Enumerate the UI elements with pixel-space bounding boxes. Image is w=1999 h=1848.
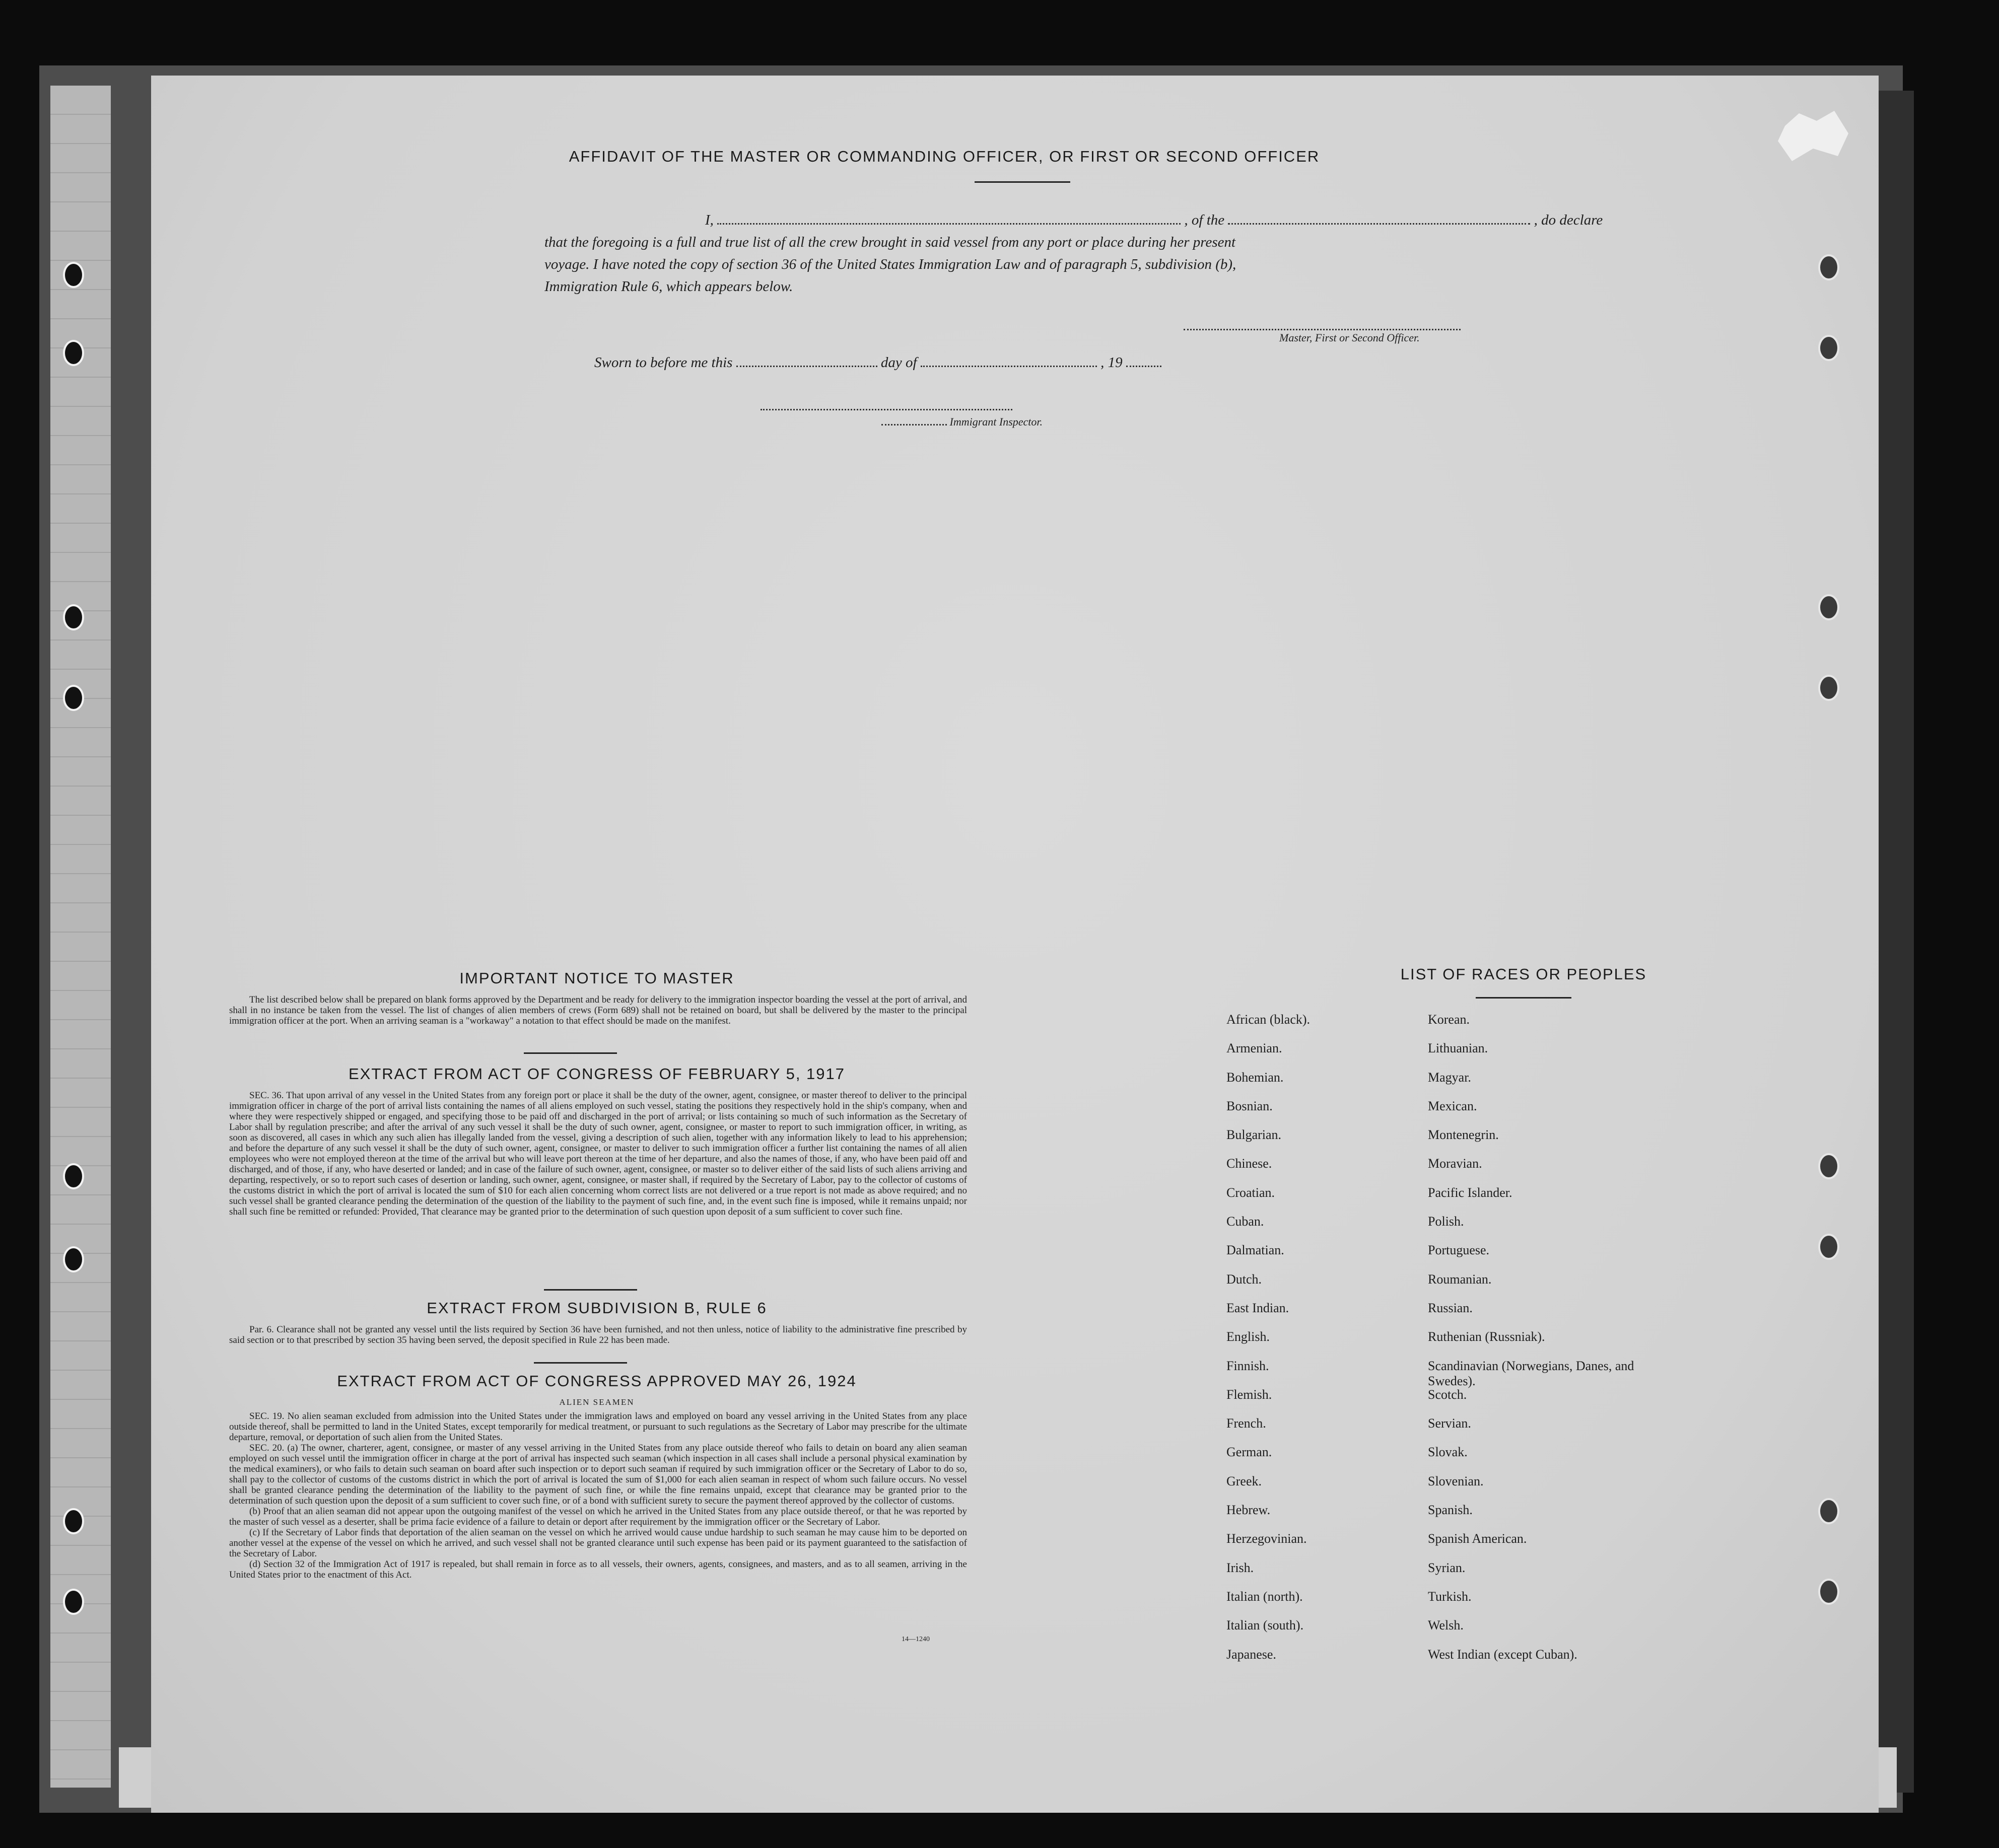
sec-20c-paragraph: (c) If the Secretary of Labor finds that deportation of the alien seaman on the vessel on which he arrived would cause undue hardship to such seaman he may cause him to be deported on another vessel at the expense of the vessel on which he arrived, and such vessel shall not be granted clearance until such expense has been paid or its payment guaranteed to the satisfaction of the Secretary of Labor. xyxy=(229,1527,967,1559)
extract-1924-text xyxy=(229,1411,967,1580)
race-item: Ruthenian (Russniak). xyxy=(1428,1329,1545,1344)
race-item: East Indian. xyxy=(1226,1300,1289,1315)
extract-rule6-heading: EXTRACT FROM SUBDIVISION B, RULE 6 xyxy=(427,1299,767,1317)
race-item: Magyar. xyxy=(1428,1070,1471,1085)
sworn-label: Sworn to before me this xyxy=(594,354,733,371)
inspector-blank xyxy=(881,421,947,425)
race-item: Bulgarian. xyxy=(1226,1127,1282,1143)
binder-hole xyxy=(1818,335,1839,361)
race-item: Croatian. xyxy=(1226,1185,1275,1200)
race-item: Japanese. xyxy=(1226,1647,1276,1662)
race-item: Lithuanian. xyxy=(1428,1041,1488,1056)
race-item: Greek. xyxy=(1226,1473,1262,1488)
binder-hole xyxy=(1818,594,1839,620)
form-number: 14—1240 xyxy=(902,1636,930,1643)
vessel-blank xyxy=(1228,218,1530,225)
binder-hole xyxy=(63,604,84,630)
race-item: Servian. xyxy=(1428,1416,1471,1431)
races-column-2 xyxy=(1428,1012,1639,1676)
binder-hole xyxy=(1818,254,1839,280)
form-page xyxy=(151,76,1879,1813)
race-item: African (black). xyxy=(1226,1012,1311,1027)
binder-hole xyxy=(1818,1153,1839,1179)
affidavit-body-line: voyage. I have noted the copy of section 36 of the United States Immigration Law and of paragraph 5, subdivision (b), xyxy=(544,256,1236,272)
affidavit-body xyxy=(544,231,1703,298)
race-item: Polish. xyxy=(1428,1214,1464,1229)
extract-1917-heading: EXTRACT FROM ACT OF CONGRESS OF FEBRUARY 5, 1917 xyxy=(348,1065,846,1083)
notice-text xyxy=(229,994,967,1026)
race-item: French. xyxy=(1226,1416,1266,1431)
race-item: Mexican. xyxy=(1428,1098,1477,1113)
binder-hole xyxy=(1818,1498,1839,1524)
race-item: Russian. xyxy=(1428,1300,1473,1315)
sworn-day-label: day of xyxy=(880,354,917,371)
binder-hole xyxy=(63,1246,84,1272)
race-item: Turkish. xyxy=(1428,1589,1472,1604)
race-item: Finnish. xyxy=(1226,1358,1269,1373)
race-item: Syrian. xyxy=(1428,1560,1466,1575)
race-item: Italian (north). xyxy=(1226,1589,1303,1604)
race-item: Portuguese. xyxy=(1428,1243,1490,1258)
affidavit-body-line: Immigration Rule 6, which appears below. xyxy=(544,278,793,295)
race-item: Moravian. xyxy=(1428,1156,1482,1171)
race-item: Irish. xyxy=(1226,1560,1254,1575)
race-item: Scotch. xyxy=(1428,1387,1467,1402)
affidavit-declaration-line xyxy=(554,209,1662,231)
of-the-label: , of the xyxy=(1184,212,1225,228)
race-item: Montenegrin. xyxy=(1428,1127,1499,1143)
extract-1917-text xyxy=(229,1090,967,1217)
name-blank xyxy=(717,218,1181,225)
sec-20d-paragraph: (d) Section 32 of the Immigration Act of 1917 is repealed, but shall remain in force as to all vessels, their owners, agents, consignees, and masters, and as to all seamen, arriving in the United States prior to the enactment of this Act. xyxy=(229,1559,967,1580)
race-item: Chinese. xyxy=(1226,1156,1272,1171)
race-item: Roumanian. xyxy=(1428,1271,1492,1287)
affidavit-body-line: that the foregoing is a full and true list of all the crew brought in said vessel from any port or place during her present xyxy=(544,234,1236,250)
race-item: Dutch. xyxy=(1226,1271,1262,1287)
race-item: Scandinavian (Norwegians, Danes, and Swedes). xyxy=(1428,1358,1634,1388)
sec-20b-paragraph: (b) Proof that an alien seaman did not appear upon the outgoing manifest of the vessel on which he arrived in the United States from any place outside thereof, or that he was reported by the master of such vessel as a deserter, shall be prima facie evidence of a failure to detain or deport after requirement by the immigration officer or the Secretary of Labor. xyxy=(229,1506,967,1527)
sworn-day-blank xyxy=(736,361,877,367)
binder-hole xyxy=(63,262,84,288)
race-item: West Indian (except Cuban). xyxy=(1428,1647,1577,1662)
race-item: Flemish. xyxy=(1226,1387,1272,1402)
race-item: Bohemian. xyxy=(1226,1070,1284,1085)
race-item: Slovenian. xyxy=(1428,1473,1484,1488)
binder-hole xyxy=(63,1589,84,1615)
affidavit-i: I, xyxy=(705,212,714,228)
binder-hole xyxy=(63,340,84,366)
inspector-label-text: Immigrant Inspector. xyxy=(949,415,1043,428)
extract-1924-heading: EXTRACT FROM ACT OF CONGRESS APPROVED MAY 26, 1924 xyxy=(337,1372,857,1390)
race-item: Spanish American. xyxy=(1428,1531,1527,1546)
sworn-year-blank xyxy=(1126,361,1161,367)
master-signature-line xyxy=(1184,329,1461,330)
do-declare-label: , do declare xyxy=(1534,212,1603,228)
extract-rule6-text xyxy=(229,1324,967,1345)
binder-hole xyxy=(1818,675,1839,701)
race-item: Korean. xyxy=(1428,1012,1470,1027)
sec-19-paragraph: SEC. 19. No alien seaman excluded from admission into the United States under the immigration laws and employed on board any vessel arriving in the United States from any place outside thereof, shall be permitted to land in the United States, except temporarily for medical treatment, or pursuant to such regulations as the Secretary of Labor may prescribe for the ultimate departure, removal, or deportation of such alien from the United States. xyxy=(229,1411,967,1443)
race-item: Bosnian. xyxy=(1226,1098,1273,1113)
race-item: Armenian. xyxy=(1226,1041,1282,1056)
races-heading: LIST OF RACES OR PEOPLES xyxy=(1400,965,1647,983)
divider xyxy=(534,1362,627,1364)
divider xyxy=(975,181,1070,183)
section-36-paragraph: SEC. 36. That upon arrival of any vessel in the United States from any foreign port or place it shall be the duty of the owner, agent, consignee, or master thereof to deliver to the principal immigration officer in charge of the port of arrival lists containing the names of all aliens employed on such vessel, stating the positions they respectively hold in the ship's company, when and where they were respectively shipped or engaged, and specifying those to be paid off and discharged in the port of arrival; or lists containing so much of such information as the Secretary of Labor shall by regulation prescribe; and after the arrival of any such vessel it shall be the duty of such owner, agent, consignee, or master to report to such immigration officer, in writing, as soon as discovered, all cases in which any such alien has illegally landed from the vessel, giving a description of such alien, together with any information likely to lead to his apprehension; and before the departure of any such vessel it shall be the duty of such owner, agent, consignee, or master to deliver to such immigration officer a further list containing the names of all alien employees who were not employed thereon at the time of the arrival but who will leave port thereon at the time of her departure, and also the names of those, if any, who have been paid off and discharged, and of those, if any, who have deserted or landed; and in case of the failure of such owner, agent, consignee, or master so to deliver either of the said lists of such aliens arriving and departing, respectively, or so to report such cases of desertion or landing, such owner, agent, consignee, or master shall, if required by the Secretary of Labor, pay to the collector of customs of the customs district in which the port of arrival is located the sum of $10 for each alien concerning whom correct lists are not delivered or a true report is not made as above required; and no such vessel shall be granted clearance pending the determination of the question of the liability to the payment of such fine, and, in the event such fine is imposed, while it remains unpaid; nor shall such fine be remitted or refunded: Provided, That clearance may be granted prior to the determination of such question upon deposit of a sum sufficient to cover such fine. xyxy=(229,1090,967,1217)
binder-hole xyxy=(1818,1234,1839,1260)
binder-hole xyxy=(1818,1579,1839,1605)
sworn-month-blank xyxy=(921,361,1097,367)
race-item: Welsh. xyxy=(1428,1618,1464,1633)
notice-paragraph: The list described below shall be prepared on blank forms approved by the Department and be ready for delivery to the immigration inspector boarding the vessel at the port of arrival, and shall in no instance be taken from the vessel. The list of changes of alien members of crews (Form 689) shall not be retained on board, but shall be delivered by the master to the principal immigration officer at the port. When an arriving seaman is a "workaway" a notation to that effect should be made on the manifest. xyxy=(229,994,967,1026)
binder-hole xyxy=(63,1508,84,1534)
race-item: Herzegovinian. xyxy=(1226,1531,1307,1546)
alien-seamen-subheading: ALIEN SEAMEN xyxy=(559,1397,635,1407)
binder-hole xyxy=(63,685,84,711)
race-item: Cuban. xyxy=(1226,1214,1264,1229)
inspector-label xyxy=(881,415,1043,429)
paragraph-6: Par. 6. Clearance shall not be granted any vessel until the lists required by Section 36 have been furnished, and not then unless, notice of liability to the administrative fine prescribed by said section or to that prescribed by section 35 having been served, the deposit specified in Rule 22 has been made. xyxy=(229,1324,967,1345)
race-item: Slovak. xyxy=(1428,1445,1468,1460)
race-item: English. xyxy=(1226,1329,1270,1344)
sworn-year-label: , 19 xyxy=(1100,354,1123,371)
master-signature-label: Master, First or Second Officer. xyxy=(1279,331,1420,344)
divider xyxy=(1476,997,1571,999)
races-column-1 xyxy=(1226,1012,1418,1676)
affidavit-heading: AFFIDAVIT OF THE MASTER OR COMMANDING OFFICER, OR FIRST OR SECOND OFFICER xyxy=(569,148,1320,165)
inspector-signature-line xyxy=(761,409,1012,410)
divider xyxy=(524,1052,617,1054)
notice-heading: IMPORTANT NOTICE TO MASTER xyxy=(459,969,734,987)
race-item: German. xyxy=(1226,1445,1272,1460)
race-item: Hebrew. xyxy=(1226,1503,1271,1518)
race-item: Pacific Islander. xyxy=(1428,1185,1512,1200)
sec-20a-paragraph: SEC. 20. (a) The owner, charterer, agent, consignee, or master of any vessel arriving in the United States from any place outside thereof who fails to detain on board any alien seaman employed on such vessel until the immigration officer in charge at the port of arrival has inspected such seaman (which inspection in all cases shall include a personal physical examination by the medical examiners), or who fails to detain such seaman on board after such inspection or to deport such seaman if required by such immigration officer or the Secretary of Labor to do so, shall pay to the collector of customs of the customs district in which the port of arrival is located the sum of $1,000 for each alien seaman in respect of whom such failure occurs. No vessel shall be granted clearance pending the determination of the liability to the payment of such fine, or while the fine remains unpaid, except that clearance may be granted prior to the determination of such question upon the deposit of a sum sufficient to cover such fine, or of a bond with sufficient surety to secure the payment thereof approved by the collector of customs. xyxy=(229,1443,967,1506)
sworn-line xyxy=(594,351,1451,374)
binder-hole xyxy=(63,1163,84,1189)
race-item: Italian (south). xyxy=(1226,1618,1304,1633)
underlying-ledger-sheet xyxy=(50,86,111,1788)
race-item: Spanish. xyxy=(1428,1503,1473,1518)
divider xyxy=(544,1289,637,1291)
race-item: Dalmatian. xyxy=(1226,1243,1284,1258)
